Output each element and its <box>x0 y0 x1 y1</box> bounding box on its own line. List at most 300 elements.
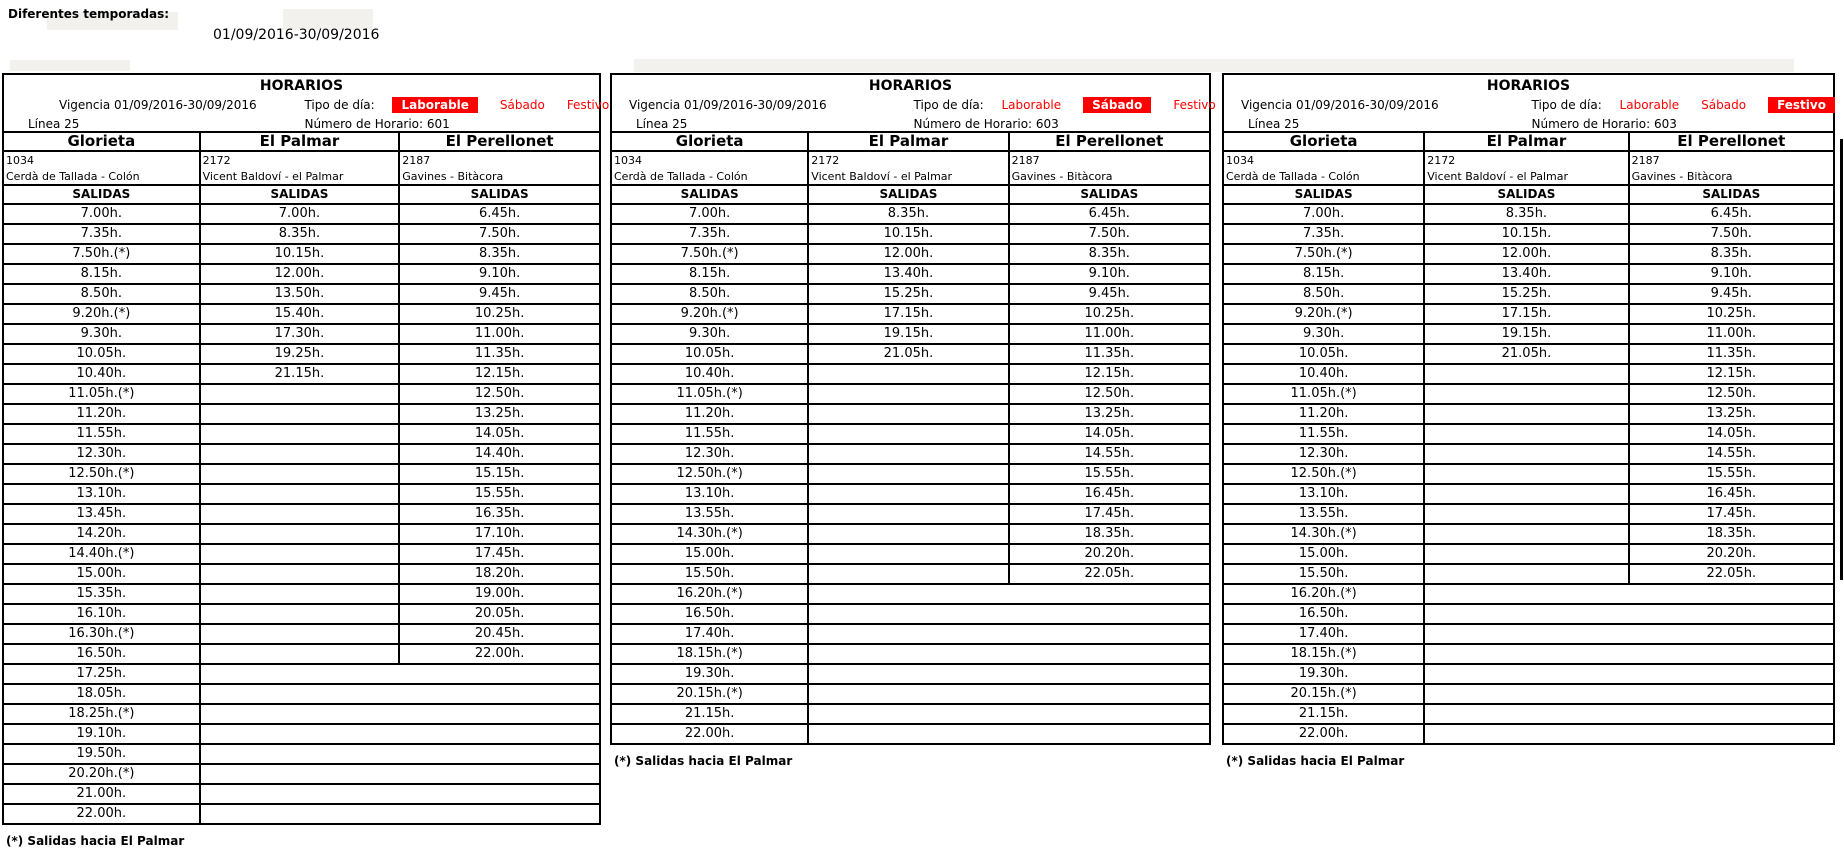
time-cell: 21.05h. <box>1425 345 1629 363</box>
table-row <box>4 485 599 505</box>
table-row <box>4 205 599 225</box>
time-cell: 18.25h.(*) <box>4 705 201 723</box>
table-row <box>4 245 599 265</box>
time-cell <box>201 605 401 623</box>
table-row <box>612 665 1209 685</box>
time-cell: 7.50h.(*) <box>4 245 201 263</box>
cut-off-table-edge <box>1840 139 1843 580</box>
time-cell <box>201 585 401 603</box>
table-row <box>4 685 599 705</box>
time-cell: 15.55h. <box>1084 466 1135 481</box>
time-cell <box>201 445 401 463</box>
salidas-header: SALIDAS <box>4 186 201 203</box>
table-row <box>4 265 599 285</box>
time-cell: 16.10h. <box>4 605 201 623</box>
table-row <box>4 505 599 525</box>
time-cell: 18.15h.(*) <box>1224 645 1425 663</box>
time-cell: 15.25h. <box>1425 285 1629 303</box>
time-cell: 9.20h.(*) <box>1224 305 1425 323</box>
time-cell: 11.00h. <box>1084 326 1135 341</box>
stop-info <box>201 152 401 184</box>
vigencia-text: Vigencia 01/09/2016-30/09/2016 <box>1241 98 1439 112</box>
time-cell: 13.45h. <box>4 505 201 523</box>
time-cell: 13.25h. <box>1706 406 1757 421</box>
table-row <box>612 565 1209 585</box>
table-row <box>612 625 1209 645</box>
salidas-row <box>2 186 601 205</box>
time-cell: 22.00h. <box>474 646 525 661</box>
timetable-sabado <box>610 73 1216 768</box>
time-cell: 21.05h. <box>809 345 1009 363</box>
stop-info <box>4 152 201 184</box>
season-date-selector[interactable]: 01/09/2016-30/09/2016 <box>213 27 380 43</box>
time-cell: 12.00h. <box>201 265 401 283</box>
time-cell: 7.50h. <box>1088 226 1130 241</box>
time-cell: 13.55h. <box>1224 505 1425 523</box>
empty-merged-cell <box>201 725 599 743</box>
time-cell: 9.10h. <box>1710 266 1752 281</box>
time-cell: 14.20h. <box>4 525 201 543</box>
stop-name: Gavines - Bitàcora <box>1631 170 1733 183</box>
table-row <box>4 445 599 465</box>
time-cell: 10.40h. <box>612 365 809 383</box>
table-row <box>1224 485 1833 505</box>
time-cell <box>201 645 401 663</box>
table-row <box>612 685 1209 705</box>
table-row <box>612 325 1209 345</box>
time-cell: 11.35h. <box>1084 346 1135 361</box>
table-row <box>4 785 599 805</box>
table-row <box>1224 725 1833 745</box>
time-cell <box>1425 405 1629 423</box>
table-row <box>1224 645 1833 665</box>
time-cell <box>1425 425 1629 443</box>
table-row <box>612 205 1209 225</box>
time-cell: 12.50h.(*) <box>4 465 201 483</box>
table-row <box>1224 705 1833 725</box>
seasons-label: Diferentes temporadas: <box>8 7 170 21</box>
time-cell: 12.30h. <box>1224 445 1425 463</box>
time-cell: 15.55h. <box>1706 466 1757 481</box>
time-cell: 7.50h.(*) <box>612 245 809 263</box>
time-cell: 9.45h. <box>1088 286 1130 301</box>
table-row <box>612 585 1209 605</box>
time-cell: 8.50h. <box>612 285 809 303</box>
time-cell: 22.00h. <box>612 725 809 743</box>
time-cell: 18.20h. <box>474 566 525 581</box>
table-row <box>1224 225 1833 245</box>
time-cell: 11.00h. <box>474 326 525 341</box>
table-row <box>4 565 599 585</box>
time-cell <box>1425 485 1629 503</box>
table-row <box>4 545 599 565</box>
stop-info <box>1010 152 1209 184</box>
time-cell: 10.05h. <box>4 345 201 363</box>
time-cell: 6.45h. <box>1088 206 1130 221</box>
table-row <box>1224 245 1833 265</box>
table-row <box>1224 625 1833 645</box>
table-row <box>612 545 1209 565</box>
table-row <box>612 505 1209 525</box>
time-cell: 14.55h. <box>1084 446 1135 461</box>
table-header <box>1222 73 1835 133</box>
time-cell: 20.15h.(*) <box>612 685 809 703</box>
stop-code: 1034 <box>1226 154 1254 167</box>
time-cell: 11.55h. <box>1224 425 1425 443</box>
time-cell: 12.15h. <box>1084 366 1135 381</box>
vigencia-text: Vigencia 01/09/2016-30/09/2016 <box>59 98 257 112</box>
time-cell: 11.35h. <box>474 346 525 361</box>
time-cell <box>201 625 401 643</box>
time-cell: 17.45h. <box>474 546 525 561</box>
table-header <box>610 73 1216 133</box>
time-cell: 18.15h.(*) <box>612 645 809 663</box>
table-row <box>4 345 599 365</box>
time-cell: 8.15h. <box>4 265 201 283</box>
stop-info <box>612 152 809 184</box>
day-type-list <box>392 97 609 113</box>
table-row <box>4 365 599 385</box>
time-cell: 17.40h. <box>1224 625 1425 643</box>
table-row <box>612 705 1209 725</box>
time-cell: 10.05h. <box>1224 345 1425 363</box>
time-cell: 11.05h.(*) <box>1224 385 1425 403</box>
time-cell <box>809 565 1009 583</box>
stop-info-row <box>610 152 1211 186</box>
time-cell: 13.40h. <box>1425 265 1629 283</box>
table-row <box>612 605 1209 625</box>
day-type-festivo: Festivo <box>1768 97 1835 113</box>
footnote: (*) Salidas hacia El Palmar <box>614 754 793 768</box>
time-cell: 16.45h. <box>1084 486 1135 501</box>
time-cell: 10.25h. <box>474 306 525 321</box>
empty-merged-cell <box>809 585 1209 603</box>
time-cell: 12.30h. <box>612 445 809 463</box>
stop-name: Vicent Baldoví - el Palmar <box>1427 170 1569 183</box>
time-rows <box>2 205 601 825</box>
time-cell: 17.45h. <box>1706 506 1757 521</box>
empty-merged-cell <box>1425 645 1833 663</box>
table-row <box>612 225 1209 245</box>
time-cell: 14.05h. <box>1706 426 1757 441</box>
time-cell: 15.40h. <box>201 305 401 323</box>
table-row <box>4 405 599 425</box>
table-row <box>612 405 1209 425</box>
stop-info <box>1630 152 1833 184</box>
time-cell <box>1425 445 1629 463</box>
time-cell: 7.35h. <box>1224 225 1425 243</box>
table-row <box>4 805 599 825</box>
empty-merged-cell <box>201 785 599 803</box>
table-row <box>1224 605 1833 625</box>
time-rows <box>1222 205 1835 745</box>
table-row <box>1224 665 1833 685</box>
time-cell: 20.20h.(*) <box>4 765 201 783</box>
time-cell <box>201 545 401 563</box>
tipo-de-dia-label: Tipo de día: <box>913 98 984 112</box>
footnote: (*) Salidas hacia El Palmar <box>1226 754 1405 768</box>
time-cell: 14.55h. <box>1706 446 1757 461</box>
column-header: El Perellonet <box>1055 132 1164 150</box>
stop-code: 2187 <box>1631 154 1660 167</box>
table-row <box>1224 345 1833 365</box>
table-row <box>4 525 599 545</box>
time-cell: 7.50h. <box>478 226 521 241</box>
time-cell: 17.15h. <box>1425 305 1629 323</box>
table-row <box>1224 565 1833 585</box>
time-cell: 13.10h. <box>4 485 201 503</box>
time-cell: 19.30h. <box>1224 665 1425 683</box>
day-type-laborable: Laborable <box>392 97 477 113</box>
time-cell <box>809 525 1009 543</box>
time-cell: 8.15h. <box>612 265 809 283</box>
time-cell: 9.45h. <box>478 286 521 301</box>
column-header-row <box>1222 133 1835 152</box>
background-artifact <box>10 60 130 71</box>
time-cell: 16.35h. <box>474 506 525 521</box>
time-cell: 12.50h.(*) <box>612 465 809 483</box>
time-cell: 18.05h. <box>4 685 201 703</box>
table-row <box>612 485 1209 505</box>
time-cell: 14.05h. <box>1084 426 1135 441</box>
salidas-header: SALIDAS <box>1080 187 1139 201</box>
time-cell: 17.40h. <box>612 625 809 643</box>
day-type-sabado: Sábado <box>1083 97 1151 113</box>
empty-merged-cell <box>1425 605 1833 623</box>
time-cell: 10.40h. <box>1224 365 1425 383</box>
table-row <box>612 265 1209 285</box>
stop-code: 2172 <box>1427 154 1456 167</box>
time-cell: 9.45h. <box>1710 286 1752 301</box>
table-row <box>612 285 1209 305</box>
table-row <box>1224 545 1833 565</box>
column-header: El Palmar <box>201 133 401 150</box>
stop-code: 2187 <box>402 154 431 167</box>
tipo-de-dia-label: Tipo de día: <box>304 98 375 112</box>
time-cell: 16.45h. <box>1706 486 1757 501</box>
table-title: HORARIOS <box>259 78 344 94</box>
salidas-header: SALIDAS <box>612 186 809 203</box>
time-cell <box>201 485 401 503</box>
time-cell: 12.50h.(*) <box>1224 465 1425 483</box>
time-cell: 22.05h. <box>1706 566 1757 581</box>
table-row <box>4 665 599 685</box>
time-cell: 14.40h. <box>474 446 525 461</box>
time-cell: 11.55h. <box>612 425 809 443</box>
day-type-laborable: Laborable <box>1619 98 1680 112</box>
empty-merged-cell <box>809 725 1209 743</box>
time-cell: 10.05h. <box>612 345 809 363</box>
table-row <box>1224 205 1833 225</box>
time-cell: 22.05h. <box>1084 566 1135 581</box>
time-cell <box>201 385 401 403</box>
column-header-row <box>2 133 601 152</box>
time-cell: 16.50h. <box>4 645 201 663</box>
time-cell: 13.50h. <box>201 285 401 303</box>
vigencia-text: Vigencia 01/09/2016-30/09/2016 <box>629 98 827 112</box>
stop-name: Cerdà de Tallada - Colón <box>1226 170 1360 183</box>
stop-name: Cerdà de Tallada - Colón <box>614 170 748 183</box>
table-row <box>1224 425 1833 445</box>
timetable-laborable <box>2 73 610 848</box>
time-cell: 15.25h. <box>809 285 1009 303</box>
time-cell <box>809 385 1009 403</box>
time-cell: 12.50h. <box>1084 386 1135 401</box>
time-cell: 7.00h. <box>1224 205 1425 223</box>
day-type-sabado: Sábado <box>499 98 545 112</box>
time-cell: 16.20h.(*) <box>1224 585 1425 603</box>
time-cell: 19.30h. <box>612 665 809 683</box>
time-cell: 20.20h. <box>1084 546 1135 561</box>
table-row <box>612 425 1209 445</box>
time-cell: 7.35h. <box>4 225 201 243</box>
time-cell <box>1425 505 1629 523</box>
table-row <box>1224 305 1833 325</box>
time-cell: 16.20h.(*) <box>612 585 809 603</box>
time-cell: 8.15h. <box>1224 265 1425 283</box>
empty-merged-cell <box>1425 705 1833 723</box>
table-row <box>1224 465 1833 485</box>
time-rows <box>610 205 1211 745</box>
table-row <box>4 745 599 765</box>
time-cell: 12.50h. <box>474 386 525 401</box>
empty-merged-cell <box>809 605 1209 623</box>
time-cell <box>809 545 1009 563</box>
time-cell: 7.00h. <box>201 205 401 223</box>
time-cell <box>809 425 1009 443</box>
table-row <box>1224 365 1833 385</box>
time-cell: 14.30h.(*) <box>1224 525 1425 543</box>
stop-info <box>400 152 599 184</box>
time-cell: 20.05h. <box>474 606 525 621</box>
time-cell: 10.15h. <box>1425 225 1629 243</box>
table-row <box>612 365 1209 385</box>
empty-merged-cell <box>809 685 1209 703</box>
background-artifact <box>634 59 1794 72</box>
table-row <box>4 285 599 305</box>
table-row <box>4 765 599 785</box>
table-row <box>1224 525 1833 545</box>
time-cell: 8.35h. <box>1425 205 1629 223</box>
table-row <box>4 705 599 725</box>
time-cell <box>809 405 1009 423</box>
salidas-header: SALIDAS <box>1425 186 1629 203</box>
table-row <box>1224 325 1833 345</box>
column-header: El Palmar <box>809 133 1009 150</box>
table-row <box>612 305 1209 325</box>
table-row <box>612 245 1209 265</box>
column-header: Glorieta <box>4 133 201 150</box>
footnote: (*) Salidas hacia El Palmar <box>6 834 185 848</box>
empty-merged-cell <box>1425 625 1833 643</box>
stop-info <box>809 152 1009 184</box>
time-cell: 15.35h. <box>4 585 201 603</box>
empty-merged-cell <box>809 625 1209 643</box>
time-cell: 12.00h. <box>1425 245 1629 263</box>
time-cell <box>1425 385 1629 403</box>
time-cell: 11.05h.(*) <box>4 385 201 403</box>
linea-text: Línea 25 <box>636 117 688 131</box>
time-cell: 17.30h. <box>201 325 401 343</box>
time-cell: 17.25h. <box>4 665 201 683</box>
time-cell: 13.25h. <box>474 406 525 421</box>
stop-code: 2172 <box>202 154 231 167</box>
linea-text: Línea 25 <box>1248 117 1300 131</box>
stop-code: 2187 <box>1011 154 1040 167</box>
time-cell: 8.35h. <box>1710 246 1752 261</box>
time-cell: 19.10h. <box>4 725 201 743</box>
time-cell <box>1425 465 1629 483</box>
time-cell <box>201 465 401 483</box>
table-row <box>612 525 1209 545</box>
salidas-header: SALIDAS <box>809 186 1009 203</box>
empty-merged-cell <box>809 705 1209 723</box>
column-header: Glorieta <box>612 133 809 150</box>
day-type-laborable: Laborable <box>1001 98 1062 112</box>
empty-merged-cell <box>201 705 599 723</box>
time-cell: 13.10h. <box>1224 485 1425 503</box>
time-cell <box>1425 545 1629 563</box>
time-cell: 20.20h. <box>1706 546 1757 561</box>
time-cell: 15.00h. <box>4 565 201 583</box>
time-cell: 9.20h.(*) <box>4 305 201 323</box>
time-cell <box>1425 365 1629 383</box>
time-cell: 15.00h. <box>1224 545 1425 563</box>
time-cell <box>809 505 1009 523</box>
day-type-list <box>1001 97 1215 113</box>
time-cell: 10.25h. <box>1084 306 1135 321</box>
stop-name: Vicent Baldoví - el Palmar <box>811 170 953 183</box>
time-cell: 11.35h. <box>1706 346 1757 361</box>
time-cell: 11.55h. <box>4 425 201 443</box>
table-row <box>4 645 599 665</box>
time-cell: 13.40h. <box>809 265 1009 283</box>
time-cell: 16.50h. <box>612 605 809 623</box>
time-cell: 8.35h. <box>478 246 521 261</box>
table-row <box>1224 505 1833 525</box>
time-cell: 22.00h. <box>1224 725 1425 743</box>
time-cell: 10.15h. <box>809 225 1009 243</box>
column-header: El Palmar <box>1425 133 1629 150</box>
time-cell: 14.05h. <box>474 426 525 441</box>
time-cell <box>201 405 401 423</box>
time-cell: 22.00h. <box>4 805 201 823</box>
table-row <box>4 325 599 345</box>
table-row <box>1224 265 1833 285</box>
time-cell: 12.50h. <box>1706 386 1757 401</box>
column-header: Glorieta <box>1224 133 1425 150</box>
table-row <box>1224 385 1833 405</box>
table-row <box>612 445 1209 465</box>
table-row <box>612 345 1209 365</box>
time-cell: 10.15h. <box>201 245 401 263</box>
time-cell <box>201 565 401 583</box>
time-cell <box>201 505 401 523</box>
time-cell: 21.15h. <box>612 705 809 723</box>
empty-merged-cell <box>809 665 1209 683</box>
time-cell: 21.00h. <box>4 785 201 803</box>
table-row <box>4 625 599 645</box>
time-cell: 15.50h. <box>1224 565 1425 583</box>
table-row <box>4 605 599 625</box>
time-cell: 20.15h.(*) <box>1224 685 1425 703</box>
table-row <box>4 425 599 445</box>
linea-text: Línea 25 <box>28 117 80 131</box>
column-header: El Perellonet <box>445 132 554 150</box>
stop-info-row <box>2 152 601 186</box>
time-cell <box>201 525 401 543</box>
stop-name: Gavines - Bitàcora <box>402 170 504 183</box>
